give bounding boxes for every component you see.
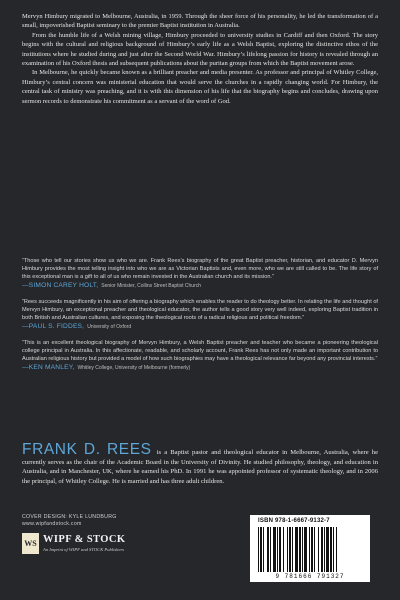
barcode-digits: 9 781666 791327 [275,573,345,580]
endorsement [22,298,378,331]
cover-credits [22,514,117,528]
endorsement-attribution [22,282,378,290]
synopsis-paragraph-3: In Melbourne, he quickly became known as a brilliant preacher and media presenter. As professor and principal of Whitley College, Himbury’s central concern was ministerial education that would serve the churches in a rapidly changing world. For Himbury, the central task of ministry was preaching, and it is with this dimension of his life that the biography begins and concludes, drawing upon sermon records to demonstrate his commitment as a servant of the word of God. [22,69,378,105]
synopsis-paragraph-2: From the humble life of a Welsh mining village, Himbury proceeded to university studies in Cardiff and then Oxford. The story begins with the cultural and religious background of Himbury’s early life as a Welsh Baptist, exploring the distinctive ethos of the institutions where he studied during and just after the Second World War. Himbury’s lifelong passion for history is revealed through an examination of his Oxford thesis and subsequent publications about the puritan groups from which the Baptist movement arose. [22,31,378,68]
endorser-role: University of Oxford [87,324,132,330]
endorsement-quote: “This is an excellent theological biography of Mervyn Himbury, a Welsh Baptist preacher and teacher who became a pioneering theological college principal in Australia. In this affectionate, readable, and scholarly account, Frank Rees has not only made an important contribution to Australian religious history but provided a model of how such biographies may have a theological relevance far beyond any provincial interests.” [22,340,378,362]
endorsement [22,257,378,290]
endorsement-quote: “Those who tell our stories show us who we are. Frank Rees’s biography of the great Baptist preacher, historian, and educator D. Mervyn Himbury provides the most telling insight into who we are as Victorian Baptists and, even more, who we are still called to be. The life story of this exceptional man is a gift to all of us who remain invested in the Australian church and its mission.” [22,258,378,280]
publisher-website: www.wipfandstock.com [22,521,82,527]
isbn-barcode [250,515,370,582]
endorsement-attribution [22,364,378,372]
endorser-name: —PAUL S. FIDDES, [22,323,85,330]
endorsement-quote: “Rees succeeds magnificently in his aim of offering a biography which enables the reader to do theology better. In relating the life and thought of Mervyn Himbury, an exceptional preacher and theological educator, the author tells a good story very well indeed, exploring Baptist tradition in both British and Australian cultures, and exposing the theological roots of a radical religious and political freedom.” [22,299,378,321]
endorsement-attribution [22,323,378,331]
author-bio [22,441,378,486]
endorsements [22,257,378,380]
publisher-block [22,533,182,555]
synopsis-paragraph-1: Mervyn Himbury migrated to Melbourne, Australia, in 1959. Through the sheer force of his personality, he led the transformation of a small, impoverished Baptist seminary to the premier Baptist institution in Australia. [22,13,378,30]
cover-design-credit: COVER DESIGN: KYLE LUNDBURG [22,514,117,520]
publisher-imprint: An Imprint of WIPF and STOCK Publishers [43,547,125,552]
barcode-icon [258,527,362,572]
book-synopsis [22,12,378,106]
publisher-name: WIPF & STOCK [43,534,126,545]
isbn-label: ISBN 978-1-6667-9132-7 [258,518,330,524]
endorser-name: —KEN MANLEY, [22,364,75,371]
endorser-name: —SIMON CAREY HOLT, [22,282,99,289]
endorsement [22,339,378,372]
endorser-role: Senior Minister, Collins Street Baptist Church [101,283,202,289]
endorser-role: Whitley College, University of Melbourne (formerly) [77,365,191,371]
author-name: FRANK D. REES [22,441,152,458]
author-bio-text: is a Baptist pastor and theological educator in Melbourne, Australia, where he currently serves as the chair of the Academic Board in the University of Divinity. He studied philosophy, theology, and education in Australia, and in Manchester, UK, where he earned his PhD. In 1991 he was appointed professor of systematic theology, and in 2006 the principal, of Whitley College. He is married and has three adult children. [22,449,378,485]
publisher-logo-icon: WS [22,533,39,554]
